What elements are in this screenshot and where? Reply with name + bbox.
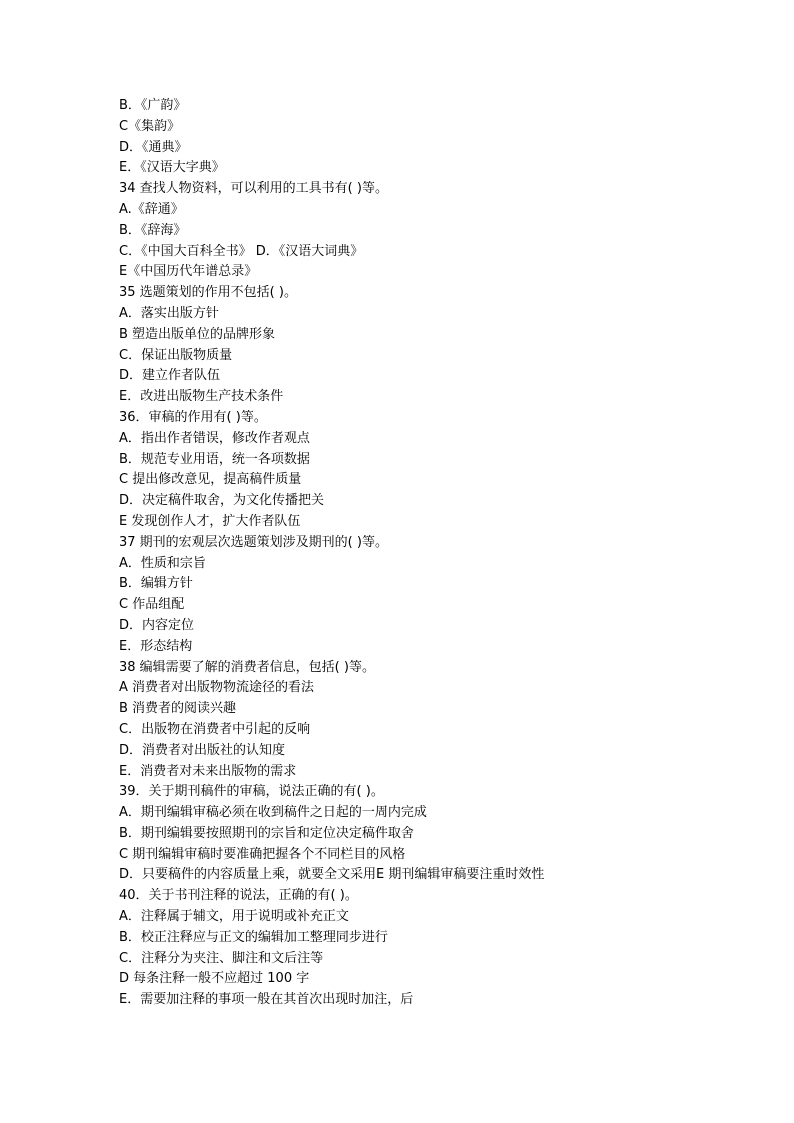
text-line: E．改进出版物生产技术条件 (119, 389, 284, 405)
text-line: C 作品组配 (119, 597, 185, 613)
question-text-block (119, 96, 679, 1011)
text-line: B．《辞海》 (119, 222, 187, 238)
question-stem: 35 选题策划的作用不包括( )。 (119, 285, 297, 301)
question-stem: 37 期刊的宏观层次选题策划涉及期刊的( )等。 (119, 534, 388, 550)
text-line: C 提出修改意见，提高稿件质量 (119, 472, 302, 488)
question-stem: 38 编辑需要了解的消费者信息，包括( )等。 (119, 659, 375, 675)
text-line: B 塑造出版单位的品牌形象 (119, 326, 276, 342)
text-line: C．注释分为夹注、脚注和文后注等 (119, 950, 324, 966)
question-stem: 40．关于书刊注释的说法，正确的有( )。 (119, 888, 358, 904)
text-line: A．落实出版方针 (119, 305, 219, 321)
question-stem: 34 查找人物资料，可以利用的工具书有( )等。 (119, 181, 388, 197)
text-line: C．保证出版物质量 (119, 347, 233, 363)
text-line: B 消费者的阅读兴趣 (119, 701, 237, 717)
text-line: E．《汉语大字典》 (119, 160, 225, 176)
text-line: D．内容定位 (119, 617, 195, 633)
text-line: A 消费者对出版物物流途径的看法 (119, 680, 315, 696)
text-line: B．规范专业用语，统一各项数据 (119, 451, 310, 467)
text-line: C《集韵》 (119, 118, 181, 134)
text-line: D．消费者对出版社的认知度 (119, 742, 286, 758)
text-line: A．注释属于辅文，用于说明或补充正文 (119, 909, 349, 925)
text-line: D．《通典》 (119, 139, 188, 155)
text-line: D．决定稿件取舍，为文化传播把关 (119, 493, 325, 509)
text-line: D．只要稿件的内容质量上乘，就要全文采用E 期刊编辑审稿要注重时效性 (119, 867, 545, 883)
text-line: B．《广韵》 (119, 98, 187, 113)
text-line: A.《辞通》 (119, 201, 184, 217)
text-line: E．形态结构 (119, 638, 193, 654)
text-line: E《中国历代年谱总录》 (119, 264, 258, 280)
text-line: E．消费者对未来出版物的需求 (119, 763, 297, 779)
question-stem: 36．审稿的作用有( )等。 (119, 409, 267, 425)
text-line: B．期刊编辑要按照期刊的宗旨和定位决定稿件取舍 (119, 825, 414, 841)
text-line: E 发现创作人才，扩大作者队伍 (119, 513, 301, 529)
text-line: D．建立作者队伍 (119, 368, 221, 384)
text-line: A．期刊编辑审稿必须在收到稿件之日起的一周内完成 (119, 805, 427, 821)
text-line: D 每条注释一般不应超过 100 字 (119, 971, 310, 987)
text-line: C 期刊编辑审稿时要准确把握各个不同栏目的风格 (119, 846, 406, 862)
text-line: E．需要加注释的事项一般在其首次出现时加注，后 (119, 992, 414, 1008)
question-stem: 39．关于期刊稿件的审稿，说法正确的有( )。 (119, 784, 384, 800)
text-line: A．指出作者错误，修改作者观点 (119, 430, 310, 446)
text-line: B．编辑方针 (119, 576, 193, 592)
text-line: A．性质和宗旨 (119, 555, 206, 571)
text-line: C．出版物在消费者中引起的反响 (119, 721, 311, 737)
text-line: C．《中国大百科全书》 D．《汉语大词典》 (119, 243, 364, 259)
text-line: B．校正注释应与正文的编辑加工整理同步进行 (119, 929, 388, 945)
